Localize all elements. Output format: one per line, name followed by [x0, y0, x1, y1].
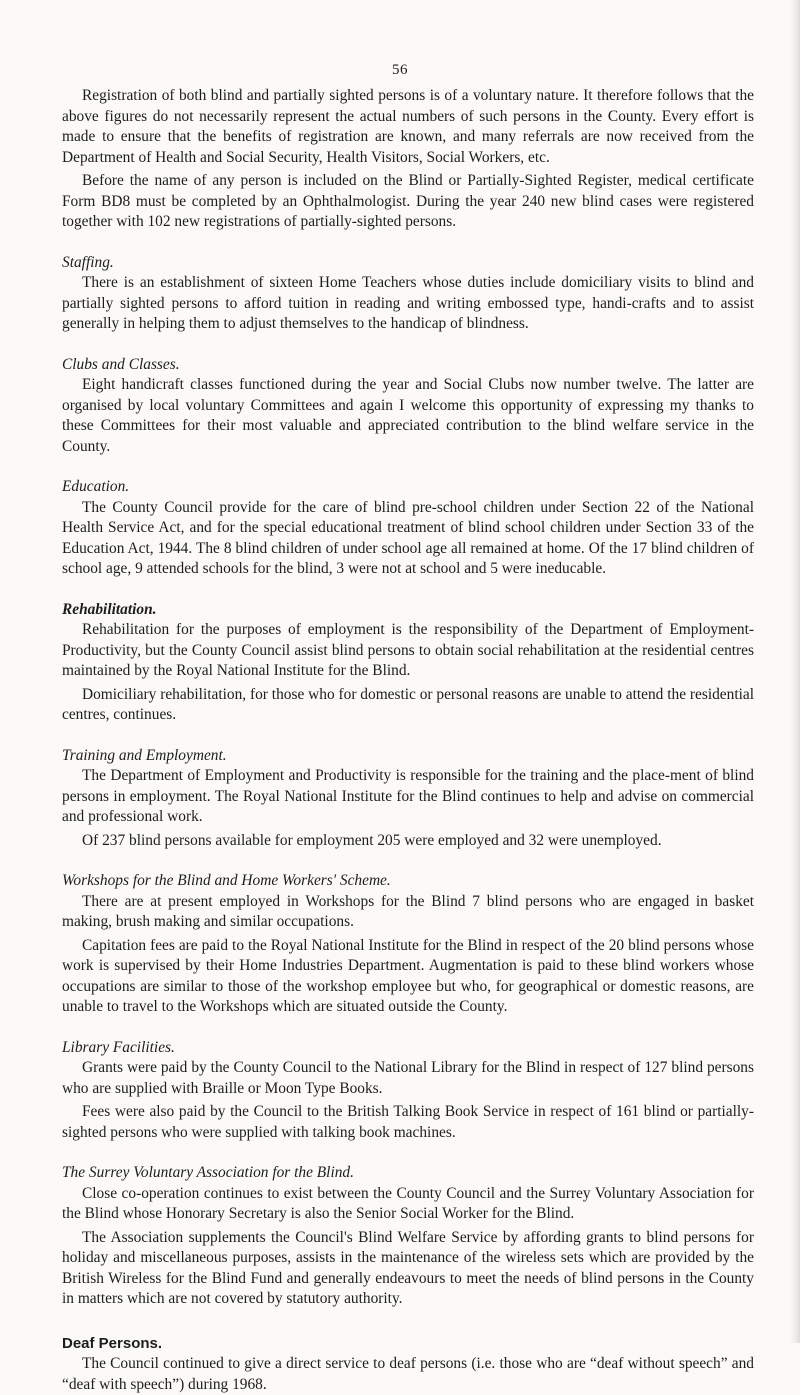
section-heading: Education.	[62, 477, 754, 498]
section-heading: The Surrey Voluntary Association for the Blind.	[62, 1163, 754, 1184]
paragraph: The County Council provide for the care of blind pre-school children under Section 22 of the National Health Service Act, and for the special educational treatment of blind school children under Section 33 of the Education Act, 1944. The 8 blind children of under school age all remained at home. Of the 17 blind children of school age, 9 attended schools for the blind, 3 were not at school and 5 were ineducable.	[62, 498, 754, 580]
section-registration	[62, 86, 754, 233]
section-workshops	[62, 871, 754, 1018]
paragraph: The Department of Employment and Productivity is responsible for the training and the place-ment of blind persons in employment. The Royal National Institute for the Blind continues to help and advise on commercial and professional work.	[62, 766, 754, 828]
section-heading: Workshops for the Blind and Home Workers' Scheme.	[62, 871, 754, 892]
page-edge-shadow	[790, 0, 800, 1343]
paragraph: The Association supplements the Council's Blind Welfare Service by affording grants to blind persons for holiday and miscellaneous purposes, assists in the maintenance of the wireless sets which are provided by the British Wireless for the Blind Fund and generally endeavours to meet the needs of blind persons in the County in matters which are not covered by statutory authority.	[62, 1228, 754, 1310]
section-heading: Training and Employment.	[62, 746, 754, 767]
section-staffing	[62, 253, 754, 335]
paragraph: Grants were paid by the County Council to the National Library for the Blind in respect of 127 blind persons who are supplied with Braille or Moon Type Books.	[62, 1058, 754, 1099]
section-heading: Deaf Persons.	[62, 1334, 754, 1355]
section-surrey-voluntary-association	[62, 1163, 754, 1310]
section-heading: Staffing.	[62, 253, 754, 274]
paragraph: Fees were also paid by the Council to the British Talking Book Service in respect of 161 blind or partially-sighted persons who were supplied with talking book machines.	[62, 1102, 754, 1143]
paragraph: Rehabilitation for the purposes of employment is the responsibility of the Department of Employment-Productivity, but the County Council assist blind persons to obtain social rehabilitation at the residential centres maintained by the Royal National Institute for the Blind.	[62, 620, 754, 682]
section-rehabilitation	[62, 600, 754, 726]
paragraph: Close co-operation continues to exist between the County Council and the Surrey Voluntary Association for the Blind whose Honorary Secretary is also the Senior Social Worker for the Blind.	[62, 1184, 754, 1225]
paragraph: The Council continued to give a direct service to deaf persons (i.e. those who are “deaf without speech” and “deaf with speech”) during 1968.	[62, 1354, 754, 1395]
paragraph: Domiciliary rehabilitation, for those who for domestic or personal reasons are unable to attend the residential centres, continues.	[62, 685, 754, 726]
section-heading: Clubs and Classes.	[62, 355, 754, 376]
section-library-facilities	[62, 1038, 754, 1144]
section-heading: Library Facilities.	[62, 1038, 754, 1059]
paragraph: Of 237 blind persons available for employment 205 were employed and 32 were unemployed.	[62, 831, 754, 852]
paragraph: Registration of both blind and partially sighted persons is of a voluntary nature. It therefore follows that the above figures do not necessarily represent the actual numbers of such persons in the County. Every effort is made to ensure that the benefits of registration are known, and many referrals are now received from the Department of Health and Social Security, Health Visitors, Social Workers, etc.	[62, 86, 754, 168]
paragraph: Eight handicraft classes functioned during the year and Social Clubs now number twelve. The latter are organised by local voluntary Committees and again I welcome this opportunity of expressing my thanks to these Committees for their most valuable and appreciated contribution to the blind welfare service in the County.	[62, 375, 754, 457]
paragraph: Before the name of any person is included on the Blind or Partially-Sighted Register, medical certificate Form BD8 must be completed by an Ophthalmologist. During the year 240 new blind cases were registered together with 102 new registrations of partially-sighted persons.	[62, 171, 754, 233]
paragraph: Capitation fees are paid to the Royal National Institute for the Blind in respect of the 20 blind persons whose work is supervised by their Home Industries Department. Augmentation is paid to these blind workers whose occupations are similar to those of the workshop employee but who, for geographical or domestic reasons, are unable to travel to the Workshops which are situated outside the County.	[62, 936, 754, 1018]
section-training-and-employment	[62, 746, 754, 852]
paragraph: There are at present employed in Workshops for the Blind 7 blind persons who are engaged in basket making, brush making and similar occupations.	[62, 892, 754, 933]
paragraph: There is an establishment of sixteen Home Teachers whose duties include domiciliary visits to blind and partially sighted persons to afford tuition in reading and writing embossed type, handi-crafts and to assist generally in helping them to adjust themselves to the handicap of blindness.	[62, 273, 754, 335]
section-education	[62, 477, 754, 580]
page-body	[62, 86, 754, 1395]
page-number: 56	[0, 62, 800, 79]
section-clubs-and-classes	[62, 355, 754, 458]
section-heading: Rehabilitation.	[62, 600, 754, 621]
